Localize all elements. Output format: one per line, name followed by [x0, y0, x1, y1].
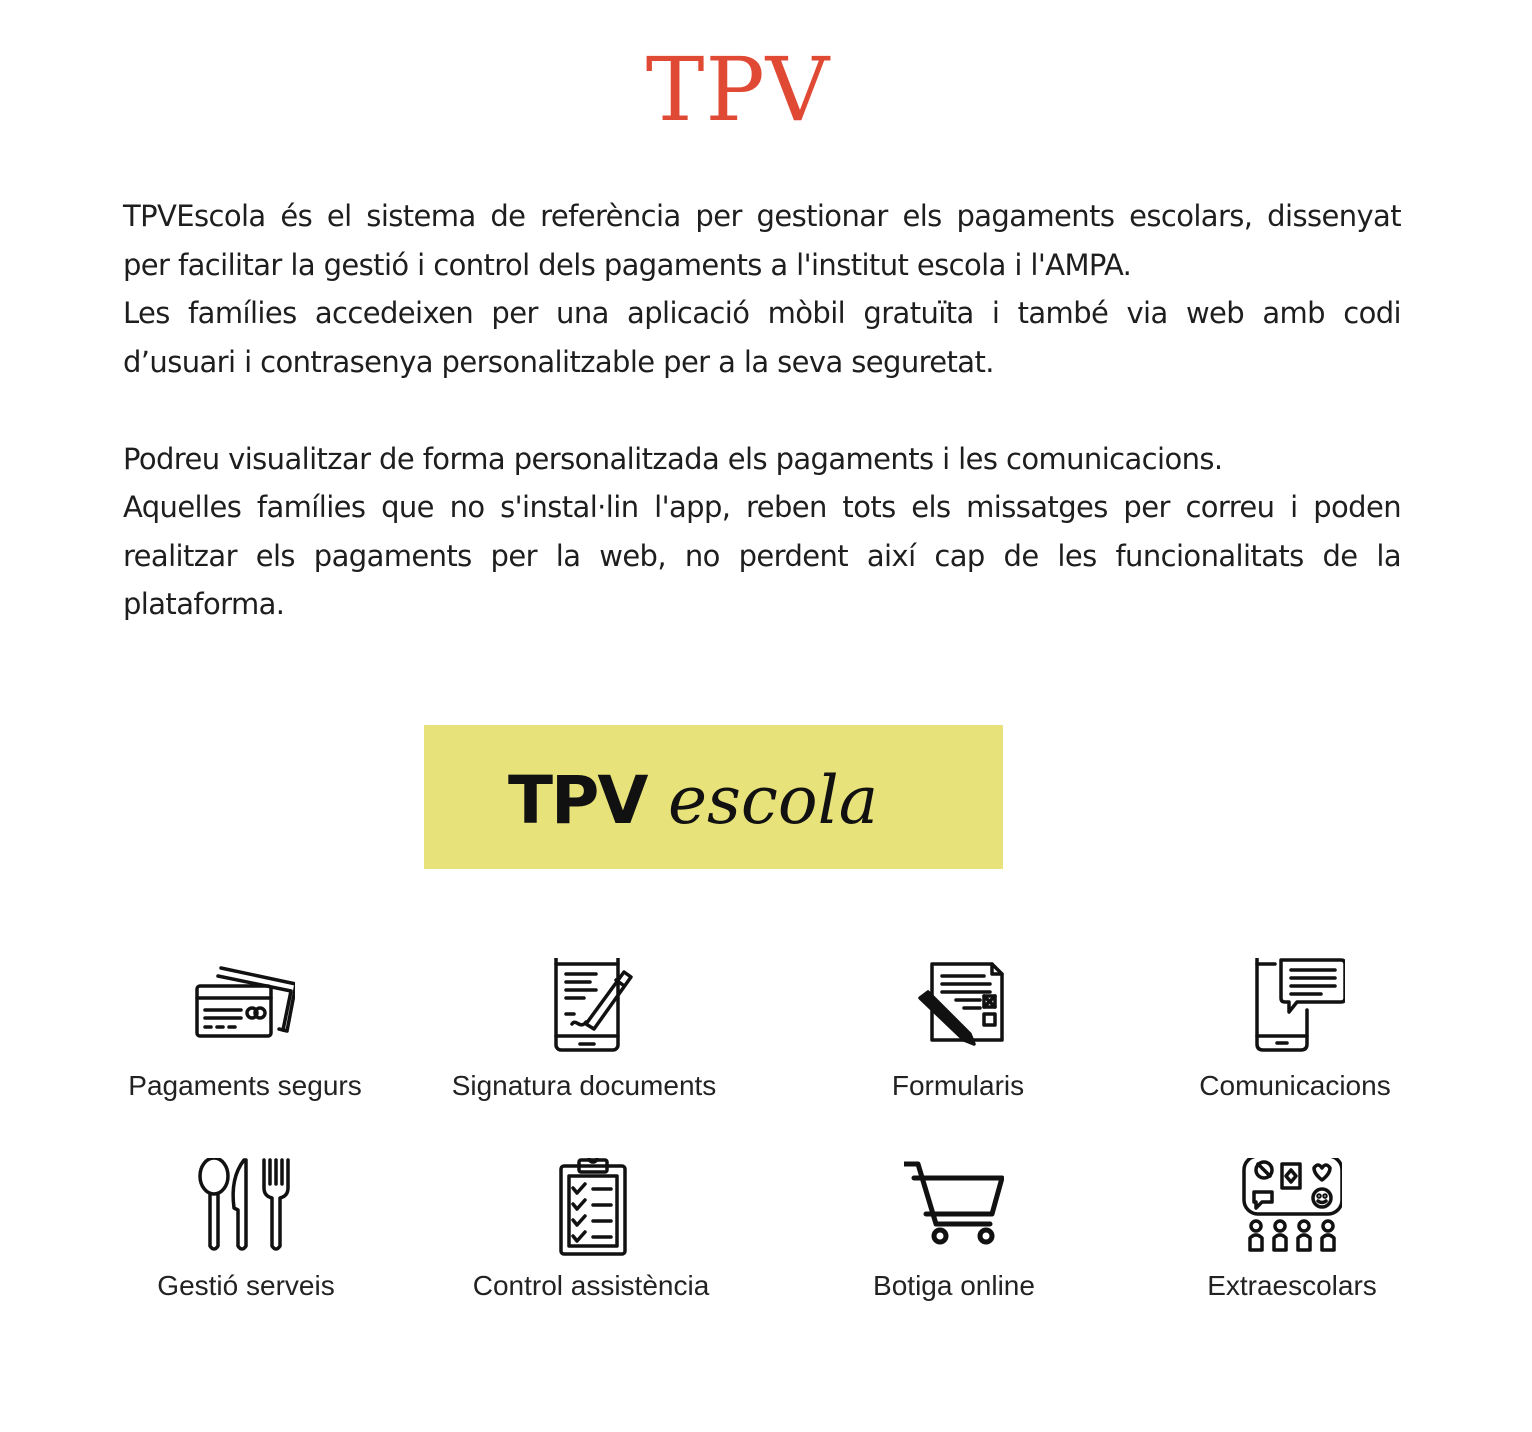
intro-text [123, 192, 1401, 629]
feature-label: Gestió serveis [157, 1270, 335, 1301]
intro-line: Les famílies accedeixen per una aplicació mòbil gratuïta i també via web amb codi [123, 296, 1401, 330]
feature-label: Control assistència [472, 1270, 710, 1301]
document-signature-icon [424, 958, 744, 1068]
logo-text-bold: TPV [508, 762, 647, 839]
clipboard-checklist-icon [431, 1158, 751, 1268]
logo-text-script: escola [668, 762, 879, 839]
intro-line: Aquelles famílies que no s'instal·lin l'app, reben tots els missatges per correu i poden [123, 490, 1401, 524]
phone-message-icon [1135, 958, 1455, 1068]
feature-label: Formularis [891, 1070, 1025, 1101]
paragraph-gap [123, 386, 1401, 435]
intro-line: realitzar els pagaments per la web, no perdent així cap de les funcionalitats de la [123, 538, 1401, 573]
intro-line: Podreu visualitzar de forma personalitzada els pagaments i les comunicacions. [123, 441, 1223, 476]
intro-line: d’usuari i contrasenya personalitzable per a la seva seguretat. [123, 344, 994, 379]
feature-label: Pagaments segurs [128, 1070, 362, 1101]
cutlery-icon [86, 1158, 406, 1268]
shopping-cart-icon [794, 1158, 1114, 1268]
feature-label: Signatura documents [451, 1070, 717, 1101]
tpvescola-logo [424, 725, 1003, 869]
form-pen-icon [798, 958, 1118, 1068]
intro-line: per facilitar la gestió i control dels pagaments a l'institut escola i l'AMPA. [123, 247, 1132, 282]
feature-label: Botiga online [873, 1270, 1035, 1301]
intro-line: TPVEscola és el sistema de referència per gestionar els pagaments escolars, dissenyat [123, 199, 1401, 233]
credit-cards-icon [85, 958, 405, 1068]
page-title: TPV [645, 38, 831, 141]
activities-group-icon [1132, 1158, 1452, 1268]
feature-label: Comunicacions [1199, 1070, 1391, 1101]
feature-label: Extraescolars [1207, 1270, 1377, 1301]
intro-line: plataforma. [123, 587, 285, 621]
